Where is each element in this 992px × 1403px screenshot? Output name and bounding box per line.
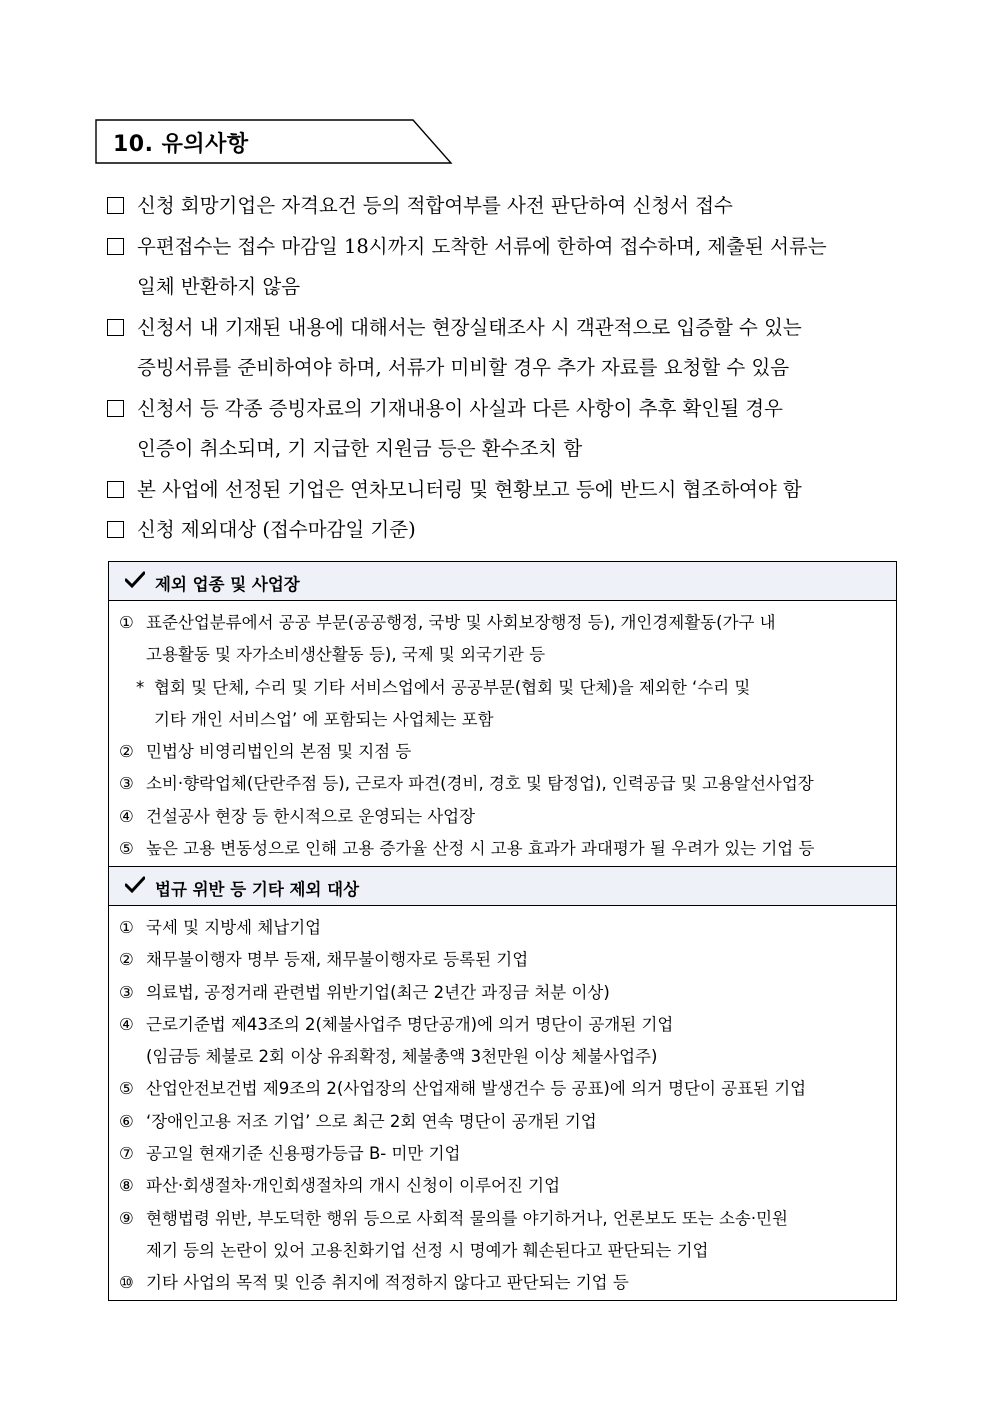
list-item	[119, 912, 886, 944]
table-body	[109, 906, 896, 1306]
list-item	[119, 1073, 886, 1105]
item-continuation: (임금등 체불로 2회 이상 유죄확정, 체불총액 3천만원 이상 체불사업주)	[146, 1047, 658, 1067]
checkmark-icon	[125, 571, 145, 593]
item-text: 협회 및 단체, 수리 및 기타 서비스업에서 공공부문(협회 및 단체)을 제외한 ‘수리 및	[154, 677, 751, 697]
list-item	[119, 1203, 886, 1235]
note-line: 신청 회망기업은 자격요건 등의 적합여부를 사전 판단하여 신청서 접수	[137, 194, 733, 217]
list-item	[119, 1009, 886, 1041]
item-continuation: 제기 등의 논란이 있어 고용친화기업 선정 시 명예가 훼손된다고 판단되는 기업	[146, 1240, 709, 1260]
note-line: 증빙서류를 준비하여야 하며, 서류가 미비할 경우 추가 자료를 요청할 수 있음	[137, 356, 790, 379]
item-text: 의료법, 공정거래 관련법 위반기업(최근 2년간 과징금 처분 이상)	[146, 982, 610, 1002]
item-continuation: 기타 개인 서비스업’ 에 포함되는 사업체는 포함	[154, 709, 494, 729]
item-text: 건설공사 현장 등 한시적으로 운영되는 사업장	[146, 806, 476, 826]
checkbox-square-icon	[107, 319, 124, 336]
table-body	[109, 601, 896, 871]
note-item	[119, 672, 886, 704]
note-line: 신청서 내 기재된 내용에 대해서는 현장실태조사 시 객관적으로 입증할 수 있는	[137, 315, 802, 339]
section-heading	[95, 119, 455, 165]
item-number: ②	[119, 950, 134, 970]
item-number: ①	[119, 918, 134, 937]
item-text: 민법상 비영리법인의 본점 및 지점 등	[146, 742, 412, 762]
item-text: 표준산업분류에서 공공 부문(공공행정, 국방 및 사회보장행정 등), 개인경제활동(가구 내	[146, 613, 776, 632]
note-line: 신청 제외대상 (접수마감일 기준)	[137, 518, 416, 541]
table-title: 제외 업종 및 사업장	[155, 575, 300, 594]
list-item	[119, 977, 886, 1009]
item-number: ⑧	[119, 1176, 134, 1196]
list-item	[119, 944, 886, 976]
item-text: 공고일 현재기준 신용평가등급 B- 미만 기업	[146, 1144, 461, 1164]
note-item	[107, 470, 907, 511]
checkbox-square-icon	[107, 481, 124, 498]
item-number: ⑥	[119, 1111, 134, 1131]
list-item	[119, 1267, 886, 1299]
list-item	[119, 1138, 886, 1170]
exclusion-industry-table	[108, 561, 897, 867]
note-line: 신청서 등 각종 증빙자료의 기재내용이 사실과 다른 사항이 추후 확인될 경우	[137, 396, 783, 420]
item-text: 소비·향락업체(단란주점 등), 근로자 파견(경비, 경호 및 탐정업), 인력공급 및 고용알선사업장	[146, 774, 814, 794]
item-number: ⑤	[119, 1079, 134, 1099]
item-text: 높은 고용 변동성으로 인해 고용 증가율 산정 시 고용 효과가 과대평가 될 우려가 있는 기업 등	[146, 839, 815, 859]
item-text: 근로기준법 제43조의 2(체불사업주 명단공개)에 의거 명단이 공개된 기업	[146, 1014, 674, 1034]
item-number: ②	[119, 742, 134, 762]
note-item	[107, 227, 907, 308]
item-number: ①	[119, 613, 134, 632]
table-header	[109, 867, 896, 906]
item-number: ⑤	[119, 839, 134, 859]
checkmark-icon	[125, 876, 145, 898]
list-item	[119, 736, 886, 768]
note-line: 일체 반환하지 않음	[137, 275, 301, 298]
list-item	[119, 1170, 886, 1202]
checkbox-square-icon	[107, 197, 124, 214]
note-item	[107, 186, 907, 227]
note-item	[107, 308, 907, 389]
item-number: ③	[119, 982, 134, 1002]
section-title: 10. 유의사항	[113, 132, 249, 157]
note-item	[107, 389, 907, 470]
item-number: ⑨	[119, 1208, 134, 1228]
item-text: 기타 사업의 목적 및 인증 취지에 적정하지 않다고 판단되는 기업 등	[146, 1273, 629, 1293]
checkbox-square-icon	[107, 521, 124, 538]
note-line: 우편접수는 접수 마감일 18시까지 도착한 서류에 한하여 접수하며, 제출된 서류는	[137, 234, 827, 258]
checkbox-square-icon	[107, 238, 124, 255]
list-item	[119, 801, 886, 833]
item-continuation: 고용활동 및 자가소비생산활동 등), 국제 및 외국기관 등	[146, 645, 546, 665]
list-item	[119, 768, 886, 800]
table-title: 법규 위반 등 기타 제외 대상	[155, 880, 360, 899]
item-text: 국세 및 지방세 체납기업	[146, 918, 322, 937]
item-text: 산업안전보건법 제9조의 2(사업장의 산업재해 발생건수 등 공표)에 의거 명단이 공표된 기업	[146, 1079, 807, 1099]
item-number: ⑦	[119, 1144, 134, 1164]
item-text: 현행법령 위반, 부도덕한 행위 등으로 사회적 물의를 야기하거나, 언론보도 또는 소송·민원	[146, 1208, 788, 1228]
item-number: ⑩	[119, 1273, 134, 1293]
note-item	[107, 510, 907, 551]
list-item	[119, 1106, 886, 1138]
item-text: ‘장애인고용 저조 기업’ 으로 최근 2회 연속 명단이 공개된 기업	[146, 1111, 597, 1131]
item-number: ④	[119, 806, 134, 826]
note-line: 인증이 취소되며, 기 지급한 지원금 등은 환수조치 함	[137, 437, 583, 460]
violation-exclusion-table	[108, 867, 897, 1301]
list-item	[119, 607, 886, 639]
list-item	[119, 833, 886, 865]
item-text: 파산·회생절차·개인회생절차의 개시 신청이 이루어진 기업	[146, 1176, 561, 1196]
checkbox-square-icon	[107, 400, 124, 417]
note-line: 본 사업에 선정된 기업은 연차모니터링 및 현황보고 등에 반드시 협조하여야 함	[137, 477, 802, 501]
asterisk-mark: *	[136, 677, 145, 697]
table-header	[109, 562, 896, 601]
notes-list	[107, 186, 907, 551]
item-number: ③	[119, 774, 134, 794]
item-text: 채무불이행자 명부 등재, 채무불이행자로 등록된 기업	[146, 950, 529, 970]
item-number: ④	[119, 1014, 134, 1034]
